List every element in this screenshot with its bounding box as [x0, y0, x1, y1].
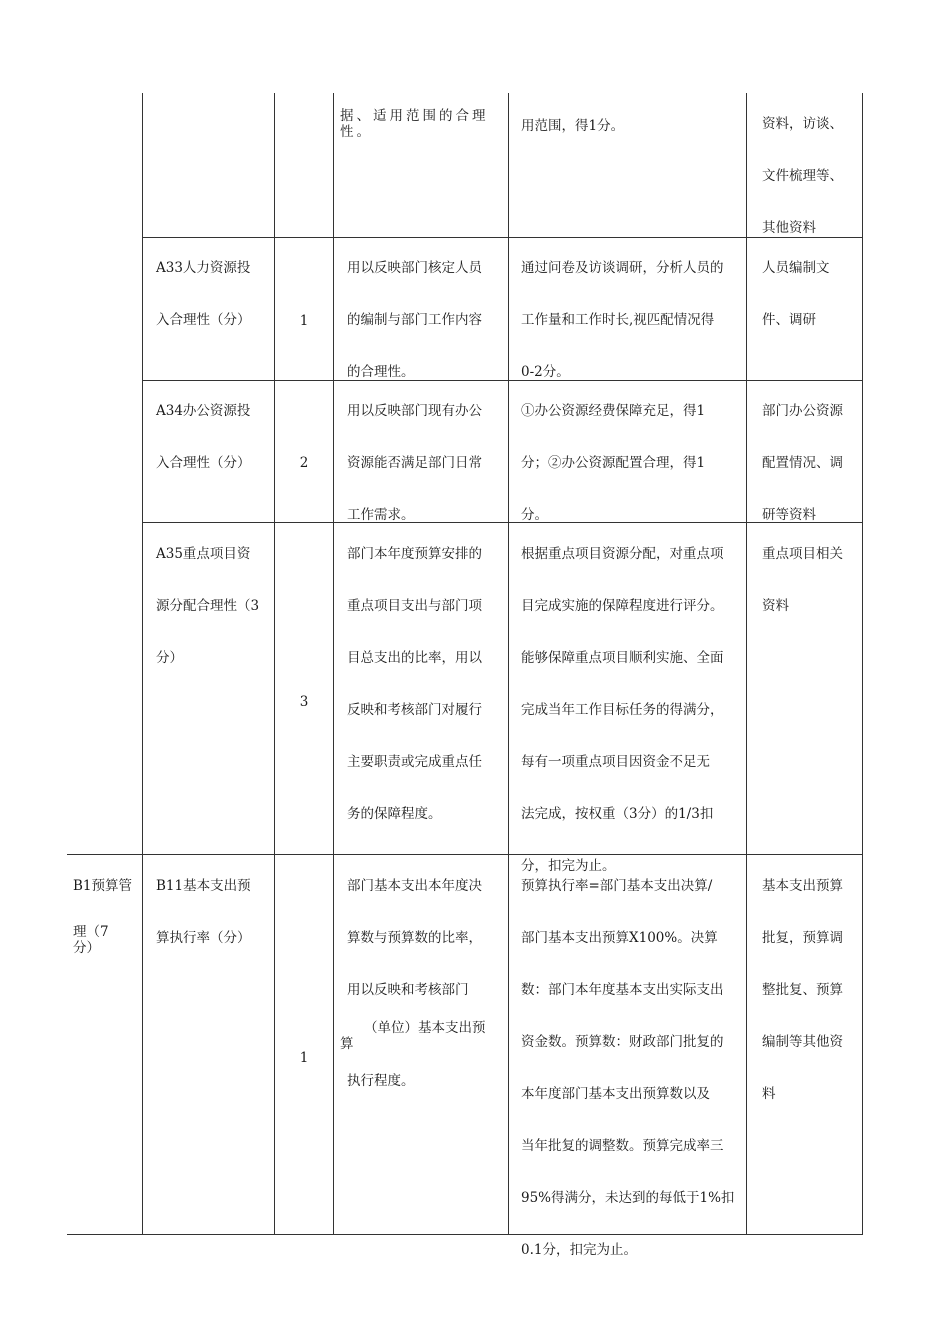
category-cell-cont: 理（7 分） [73, 924, 109, 956]
grid-line [333, 93, 334, 1235]
grid-line [67, 1234, 863, 1235]
score-cell: 1 [299, 1050, 309, 1066]
source-cell: 人员编制文 件、调研 [762, 260, 830, 328]
grid-line [746, 93, 747, 1235]
description-cell-end: 执行程度。 [347, 1073, 415, 1089]
indicator-cell: A33人力资源投 入合理性（分） [156, 260, 251, 328]
criteria-cell: 根据重点项目资源分配，对重点项 目完成实施的保障程度进行评分。 能够保障重点项目顺利实施、全面 完成当年工作目标任务的得满分， 每有一项重点项目因资金不足无 法完成，按权重（3分）的1/3扣 分，扣完为止。 [521, 546, 724, 874]
criteria-cell: 通过问卷及访谈调研，分析人员的 工作量和工作时长,视匹配情况得 0-2分。 [521, 260, 724, 380]
description-cell: 用以反映部门现有办公 资源能否满足部门日常 工作需求。 [347, 403, 482, 523]
grid-line [67, 854, 863, 855]
indicator-cell: A34办公资源投 入合理性（分） [156, 403, 251, 471]
criteria-cell: 用范围，得1分。 [521, 118, 625, 134]
score-cell: 2 [299, 455, 309, 471]
description-cell: 部门基本支出本年度决 算数与预算数的比率， 用以反映和考核部门 [347, 878, 482, 998]
source-cell: 部门办公资源 配置情况、调 研等资料 [762, 403, 843, 523]
description-cell: 部门本年度预算安排的 重点项目支出与部门项 目总支出的比率，用以 反映和考核部门对履行 主要职责或完成重点任 务的保障程度。 [347, 546, 482, 822]
score-cell: 1 [299, 313, 309, 329]
source-cell: 资料，访谈、 文件梳理等、 其他资料 [762, 116, 843, 236]
indicator-cell: B11基本支出预 算执行率（分） [156, 878, 251, 946]
criteria-cell: 预算执行率=部门基本支出决算/ 部门基本支出预算X100%。决算 数：部门本年度基本支出实际支出 资金数。预算数：财政部门批复的 本年度部门基本支出预算数以及 当年批复的调整数。预算完成率三 95%得满分，未达到的每低于1%扣 0.1分，扣完为止。 [521, 878, 735, 1258]
description-cell-cont: （单位）基本支出预 算 [340, 1020, 486, 1052]
grid-line [508, 93, 509, 1235]
description-cell: 用以反映部门核定人员 的编制与部门工作内容 的合理性。 [347, 260, 482, 380]
grid-line [142, 237, 863, 238]
score-cell: 3 [299, 694, 309, 710]
grid-line [862, 93, 863, 1235]
source-cell: 基本支出预算 批复，预算调 整批复、预算 编制等其他资 料 [762, 878, 843, 1102]
description-cell: 据、适用范围的合理 性。 [340, 108, 489, 140]
indicator-cell: A35重点项目资 源分配合理性（3 分） [156, 546, 260, 666]
source-cell: 重点项目相关 资料 [762, 546, 843, 614]
grid-line [142, 93, 143, 1235]
category-cell: B1预算管 [73, 878, 133, 894]
criteria-cell: ①办公资源经费保障充足，得1 分；②办公资源配置合理，得1 分。 [521, 403, 706, 523]
